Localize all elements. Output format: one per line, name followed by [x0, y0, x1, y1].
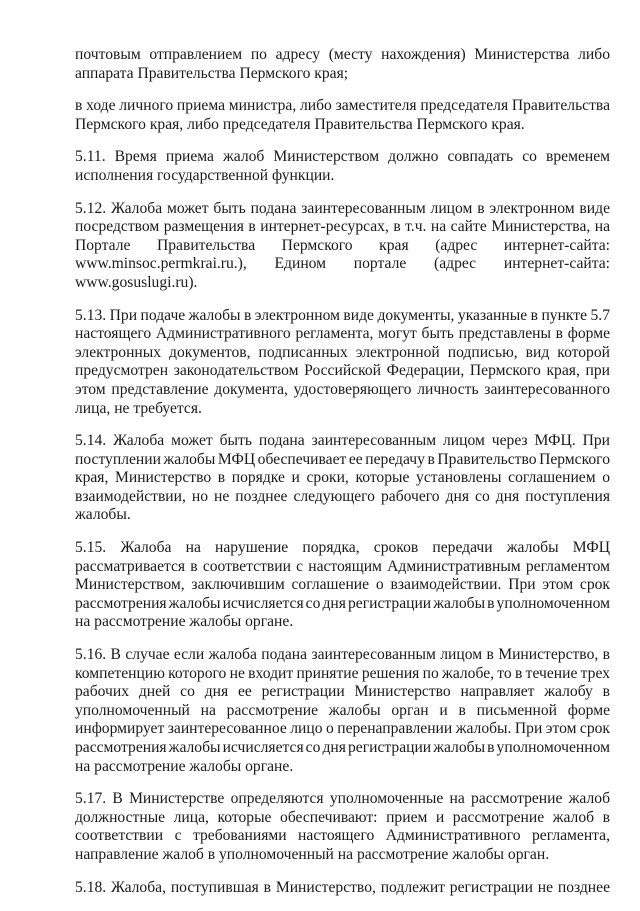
text-line: поступлении жалобы МФЦ обеспечивает ее передачу в Правительство Пермского [75, 450, 610, 468]
text-line: на рассмотрение жалобы органе. [75, 757, 294, 775]
text-line: рассмотрения жалобы исчисляется со дня регистрации жалобы в уполномоченном [75, 594, 610, 612]
text-line: 5.13. При подаче жалобы в электронном виде документы, указанные в пункте 5.7 [75, 306, 610, 324]
paragraph-5-11 [75, 148, 610, 185]
text-line: 5.18. Жалоба, поступившая в Министерство, подлежит регистрации не позднее [75, 878, 610, 896]
text-line: www.gosuslugi.ru). [75, 273, 198, 291]
paragraph-5-18 [75, 879, 610, 898]
document-page [75, 46, 610, 911]
text-line: www.minsoc.permkrai.ru.), Едином портале (адрес интернет-сайта: [75, 255, 610, 273]
text-line: этом представление документа, удостоверяющего личность заинтересованного [75, 380, 610, 398]
text-line: 5.17. В Министерстве определяются уполномоченные на рассмотрение жалоб [75, 790, 610, 808]
text-line: края, Министерство в порядке и сроки, которые установлены соглашением о [75, 469, 610, 487]
text-line: 5.15. Жалоба на нарушение порядка, сроков передачи жалобы МФЦ [75, 539, 610, 557]
text-line: должностные лица, которые обеспечивают: прием и рассмотрение жалоб в [75, 808, 610, 826]
text-line: аппарата Правительства Пермского края; [75, 64, 349, 82]
paragraph-5-16 [75, 646, 610, 776]
text-line: рассмотрения жалобы исчисляется со дня регистрации жалобы в уполномоченном [75, 739, 610, 756]
text-line: Министерством, заключившим соглашение о взаимодействии. При этом срок [75, 576, 610, 594]
text-line: 5.14. Жалоба может быть подана заинтересованным лицом через МФЦ. При [75, 432, 610, 450]
text-line: настоящего Административного регламента, могут быть представлены в форме [75, 325, 610, 343]
text-line: исполнения государственной функции. [75, 166, 335, 184]
text-line: посредством размещения в интернет-ресурсах, в т.ч. на сайте Министерства, на [75, 218, 610, 236]
text-line: рабочих дней со дня ее регистрации Министерство направляет жалобу в [75, 683, 610, 701]
paragraph-postal [75, 46, 610, 83]
text-line: информирует заинтересованное лицо о перенаправлении жалобы. При этом срок [75, 720, 610, 738]
text-line: лица, не требуется. [75, 399, 202, 417]
text-line: Портале Правительства Пермского края (адрес интернет-сайта: [75, 236, 610, 254]
paragraph-5-14 [75, 432, 610, 525]
paragraph-5-15 [75, 539, 610, 632]
text-line: предусмотрен законодательством Российской Федерации, Пермского края, при [75, 362, 610, 380]
text-line: направление жалоб в уполномоченный на рассмотрение жалобы орган. [75, 845, 550, 863]
text-line: жалобы. [75, 506, 131, 524]
text-line: взаимодействии, но не позднее следующего рабочего дня со дня поступления [75, 487, 610, 505]
text-line: в ходе личного приема министра, либо заместителя председателя Правительства [75, 97, 610, 115]
text-line: соответствии с требованиями настоящего Административного регламента, [75, 827, 610, 845]
text-line: 5.11. Время приема жалоб Министерством должно совпадать со временем [75, 148, 610, 166]
paragraph-personal-reception [75, 97, 610, 134]
text-line: компетенцию которого не входит принятие решения по жалобе, то в течение трех [75, 664, 610, 682]
text-line: Пермского края, либо председателя Правительства Пермского края. [75, 115, 525, 133]
paragraph-5-12 [75, 200, 610, 293]
paragraph-5-17 [75, 790, 610, 864]
text-line: 5.16. В случае если жалоба подана заинтересованным лицом в Министерство, в [75, 646, 610, 664]
text-line: электронных документов, подписанных электронной подписью, вид которой [75, 343, 610, 361]
text-line: 5.12. Жалоба может быть подана заинтересованным лицом в электронном виде [75, 199, 610, 217]
text-line: уполномоченный на рассмотрение жалобы орган и в письменной форме [75, 701, 610, 719]
text-line: почтовым отправлением по адресу (месту нахождения) Министерства либо [75, 46, 610, 63]
paragraph-5-13 [75, 307, 610, 419]
text-line: на рассмотрение жалобы органе. [75, 613, 294, 631]
text-line: рассматривается в соответствии с настоящим Административным регламентом [75, 557, 610, 575]
